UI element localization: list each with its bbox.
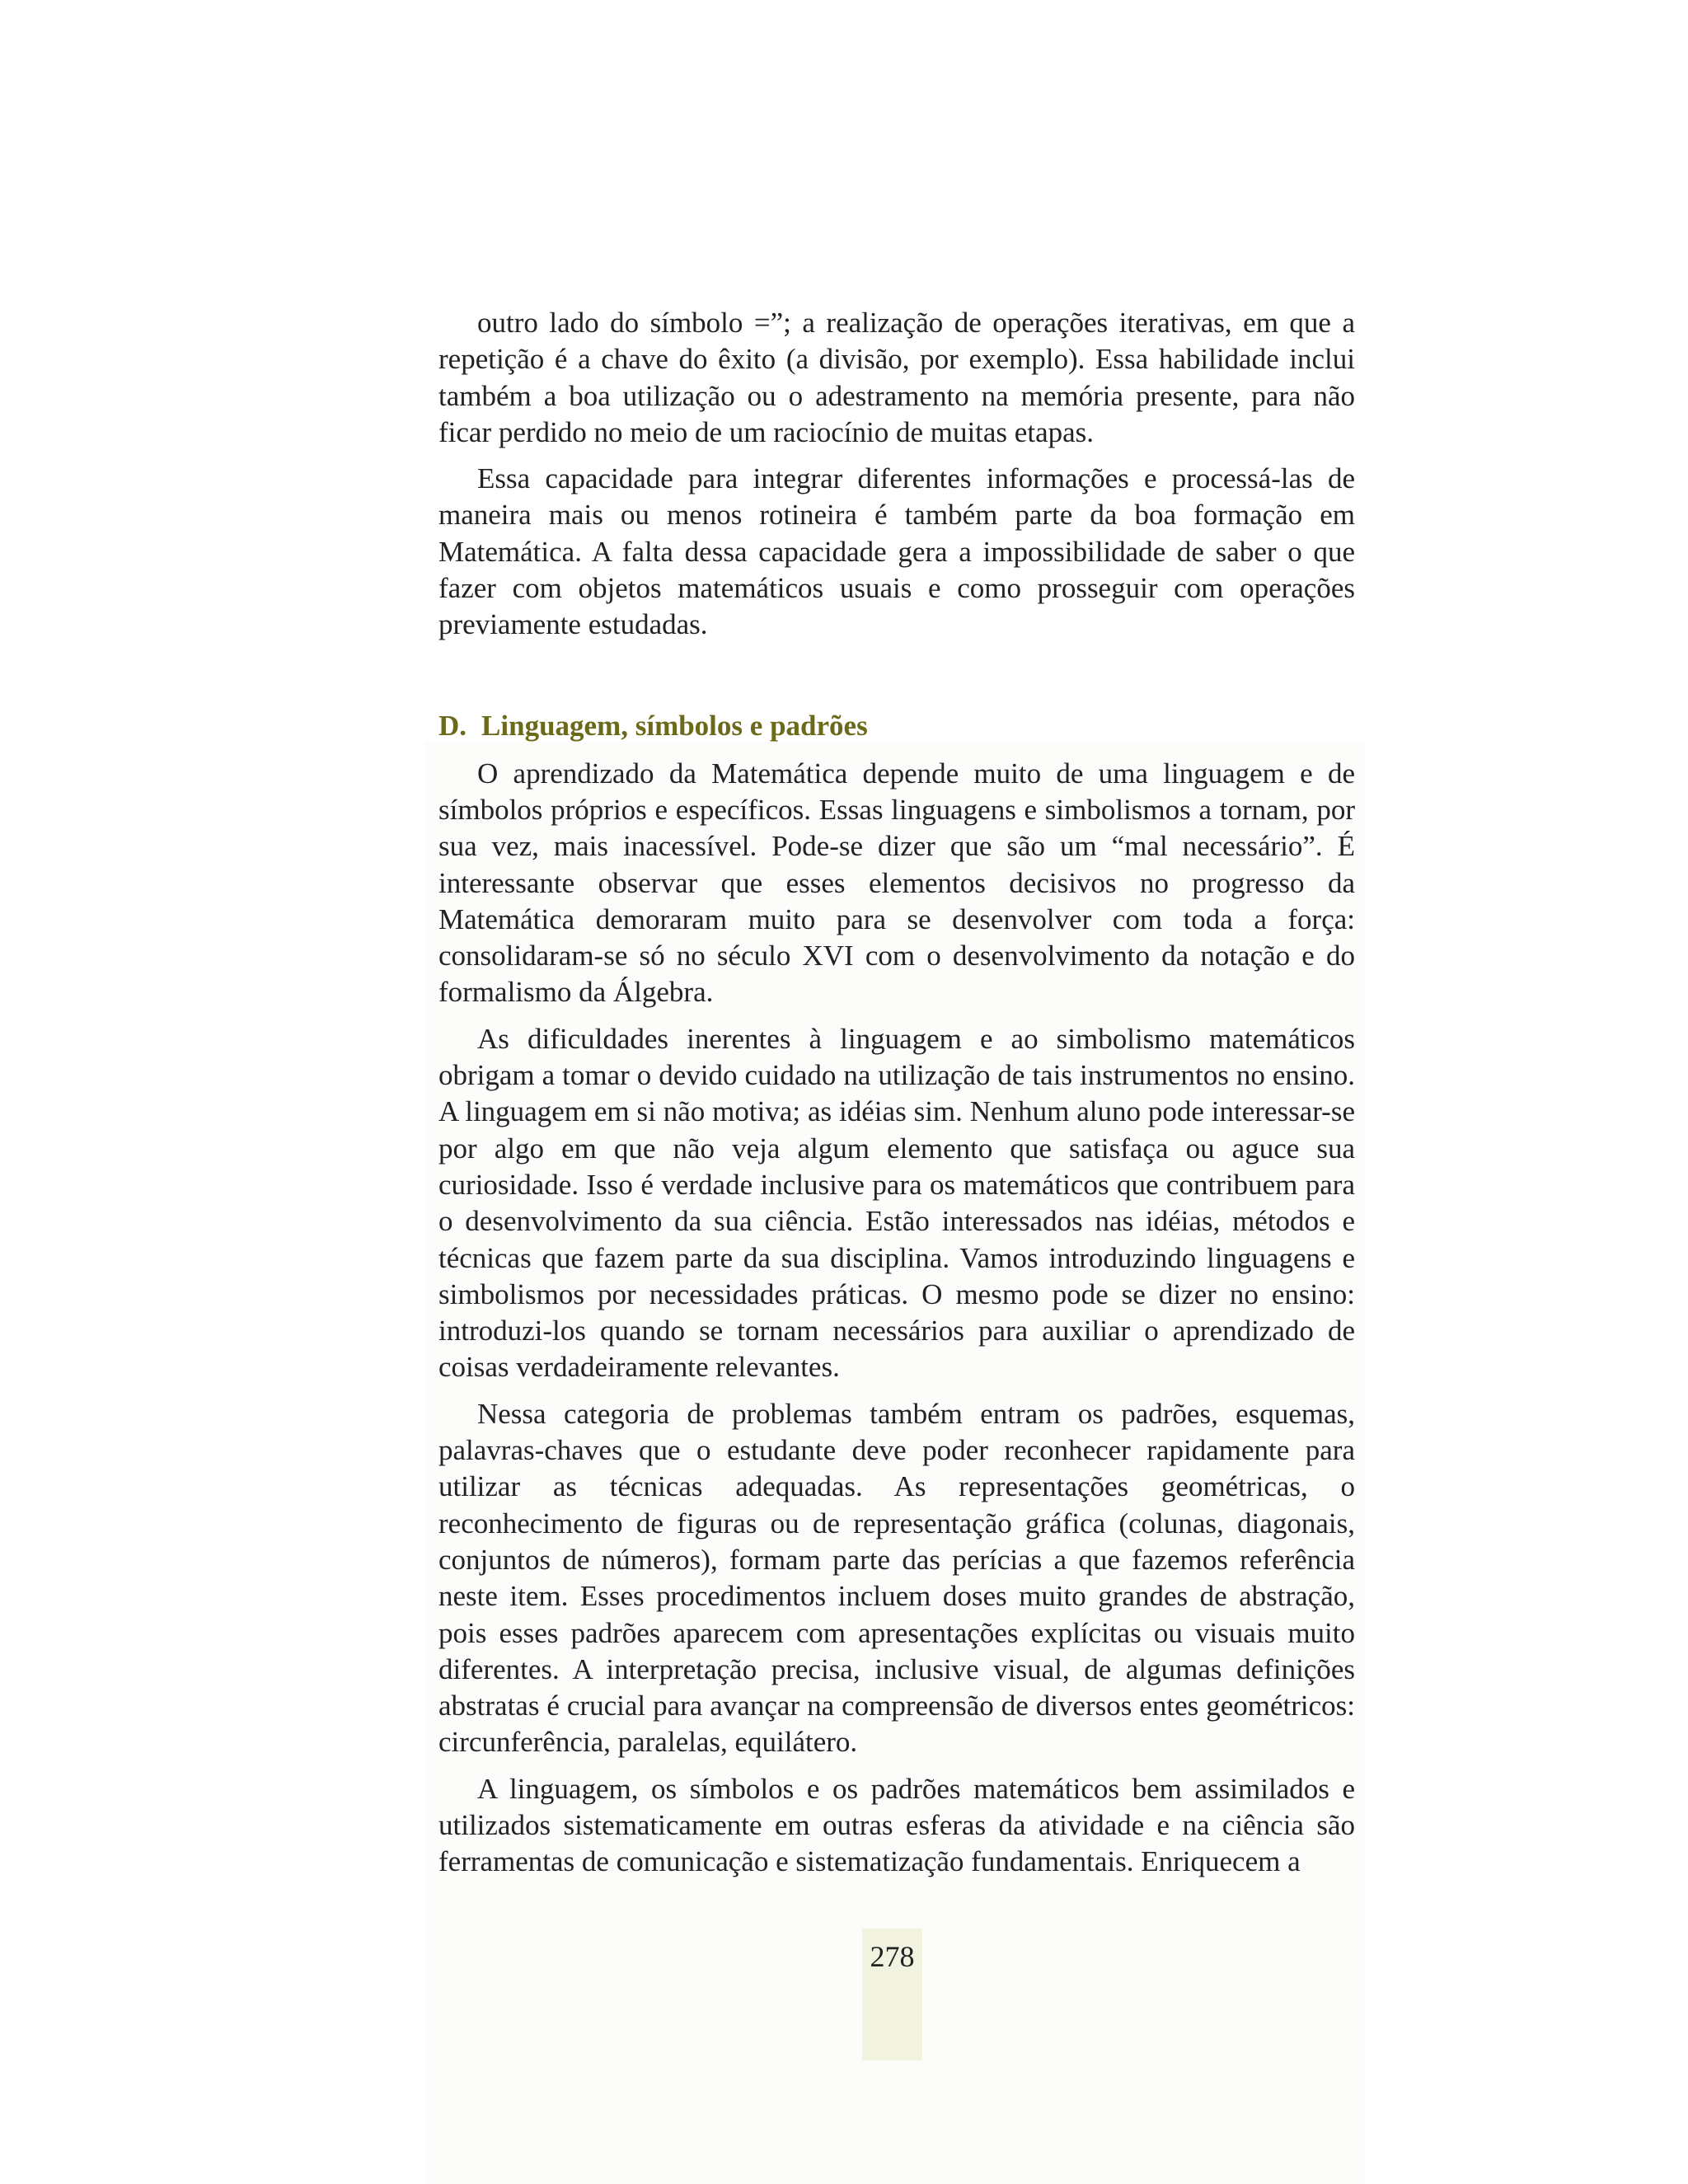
paragraph-language-intro: O aprendizado da Matemática depende muito de uma linguagem e de símbolos próprios e específicos. Essas linguagens e simbolismos a tornam, por sua vez, mais inacessível. Pode-se dizer que são um “mal necessário”. É interessante observar que esses elementos decisivos no progresso da Matemática demoraram muito para se desenvolver com toda a força: consolidaram-se só no século XVI com o desenvolvimento da notação e do formalismo da Álgebra.	[438, 757, 1355, 1009]
page-number-box	[862, 1929, 922, 2060]
section-title: Linguagem, símbolos e padrões	[481, 709, 868, 742]
paragraph-capacity: Essa capacidade para integrar diferentes informações e processá-las de maneira mais ou menos rotineira é também parte da boa formação em Matemática. A falta dessa capacidade gera a impossibilidade de saber o que fazer com objetos matemáticos usuais e como prosseguir com operações previamente estudadas.	[438, 462, 1355, 641]
paragraph-patterns: Nessa categoria de problemas também entram os padrões, esquemas, palavras-chaves que o estudante deve poder reconhecer rapidamente para utilizar as técnicas adequadas. As representações geométricas, o reconhecimento de figuras ou de representação gráfica (colunas, diagonais, conjuntos de números), formam parte das perícias a que fazemos referência neste item. Esses procedimentos incluem doses muito grandes de abstração, pois esses padrões aparecem com apresentações explícitas ou visuais muito diferentes. A interpretação precisa, inclusive visual, de algumas definições abstratas é crucial para avançar na compreensão de diversos entes geométricos: circunferência, paralelas, equilátero.	[438, 1397, 1355, 1759]
paragraph-tools: A linguagem, os símbolos e os padrões matemáticos bem assimilados e utilizados sistematicamente em outras esferas da atividade e na ciência são ferramentas de comunicação e sistematização fundamentais. Enriquecem a	[438, 1772, 1355, 1878]
section-letter: D.	[438, 709, 467, 742]
section-heading	[438, 708, 1355, 744]
page-number: 278	[870, 1940, 915, 1973]
text-column	[438, 305, 1355, 1881]
paragraph-continuation: outro lado do símbolo =”; a realização de operações iterativas, em que a repetição é a chave do êxito (a divisão, por exemplo). Essa habilidade inclui também a boa utilização ou o adestramento na memória presente, para não ficar perdido no meio de um raciocínio de muitas etapas.	[438, 307, 1355, 448]
paragraph-difficulties: As dificuldades inerentes à linguagem e ao simbolismo matemáticos obrigam a tomar o devido cuidado na utilização de tais instrumentos no ensino. A linguagem em si não motiva; as idéias sim. Nenhum aluno pode interessar-se por algo em que não veja algum elemento que satisfaça ou aguce sua curiosidade. Isso é verdade inclusive para os matemáticos que contribuem para o desenvolvimento da sua ciência. Estão interessados nas idéias, métodos e técnicas que fazem parte da sua disciplina. Vamos introduzindo linguagens e simbolismos por necessidades práticas. O mesmo pode se dizer no ensino: introduzi-los quando se tornam necessários para auxiliar o aprendizado de coisas verdadeiramente relevantes.	[438, 1022, 1355, 1384]
